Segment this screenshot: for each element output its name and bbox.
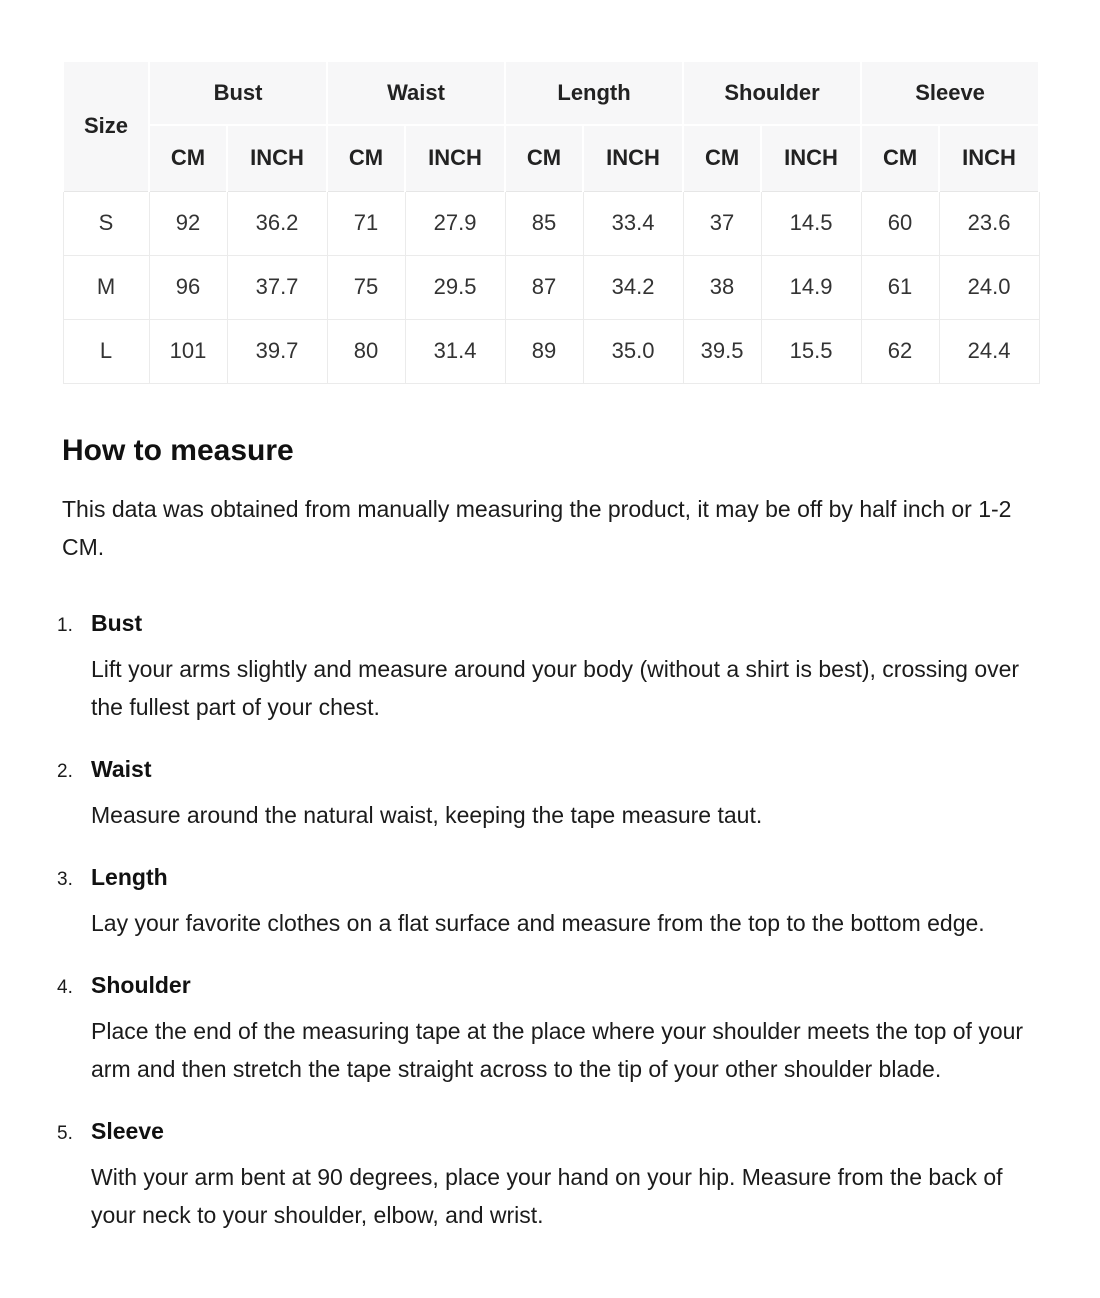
measurement-cell: 87 [505, 255, 583, 319]
step-number: 5. [57, 1122, 73, 1144]
table-corner-cell: Size [63, 61, 149, 191]
measurement-cell: 27.9 [405, 191, 505, 255]
size-cell: S [63, 191, 149, 255]
group-header-shoulder: Shoulder [683, 61, 861, 125]
table-unit-header-row [63, 125, 1039, 191]
measurement-cell: 61 [861, 255, 939, 319]
unit-header-cm: CM [861, 125, 939, 191]
table-row-size-m [63, 255, 1039, 319]
measurement-cell: 14.9 [761, 255, 861, 319]
group-header-sleeve: Sleeve [861, 61, 1039, 125]
step-body [91, 858, 1038, 960]
measure-step-length [57, 858, 1038, 960]
step-term: Bust [91, 609, 143, 636]
measurement-cell: 39.5 [683, 319, 761, 383]
measurement-cell: 24.0 [939, 255, 1039, 319]
unit-header-cm: CM [505, 125, 583, 191]
measurement-cell: 24.4 [939, 319, 1039, 383]
step-description: Lay your favorite clothes on a flat surface and measure from the top to the bottom edge. [91, 909, 985, 936]
measure-step-sleeve [57, 1112, 1038, 1252]
measurement-cell: 36.2 [227, 191, 327, 255]
unit-header-cm: CM [683, 125, 761, 191]
measurement-cell: 92 [149, 191, 227, 255]
measurement-cell: 14.5 [761, 191, 861, 255]
unit-header-cm: CM [149, 125, 227, 191]
step-body [91, 750, 1038, 852]
step-term: Waist [91, 755, 152, 782]
step-body [91, 1112, 1038, 1252]
unit-header-inch: INCH [761, 125, 861, 191]
measurement-cell: 60 [861, 191, 939, 255]
measurement-cell: 85 [505, 191, 583, 255]
measurement-cell: 34.2 [583, 255, 683, 319]
measurement-cell: 96 [149, 255, 227, 319]
step-number: 2. [57, 760, 73, 782]
measurement-cell: 33.4 [583, 191, 683, 255]
size-cell: M [63, 255, 149, 319]
table-row-size-l [63, 319, 1039, 383]
step-term: Sleeve [91, 1117, 164, 1144]
table-group-header-row [63, 61, 1039, 125]
group-header-bust: Bust [149, 61, 327, 125]
measurement-cell: 75 [327, 255, 405, 319]
measurement-cell: 29.5 [405, 255, 505, 319]
measurement-cell: 15.5 [761, 319, 861, 383]
size-cell: L [63, 319, 149, 383]
step-number: 3. [57, 868, 73, 890]
measure-step-shoulder [57, 966, 1038, 1106]
measurement-cell: 71 [327, 191, 405, 255]
measurement-cell: 62 [861, 319, 939, 383]
measurement-cell: 35.0 [583, 319, 683, 383]
unit-header-inch: INCH [227, 125, 327, 191]
step-number: 1. [57, 614, 73, 636]
measurement-cell: 37.7 [227, 255, 327, 319]
group-header-length: Length [505, 61, 683, 125]
section-title: How to measure [62, 433, 294, 467]
step-body [91, 604, 1038, 744]
step-description: Place the end of the measuring tape at the place where your shoulder meets the top of your arm and then stretch the tape straight across to the tip of your other shoulder blade. [91, 1017, 1024, 1082]
unit-header-inch: INCH [939, 125, 1039, 191]
measurement-cell: 89 [505, 319, 583, 383]
measurement-cell: 37 [683, 191, 761, 255]
step-description: Measure around the natural waist, keeping the tape measure taut. [91, 801, 763, 828]
measurement-cell: 39.7 [227, 319, 327, 383]
step-description: Lift your arms slightly and measure around your body (without a shirt is best), crossing over the fullest part of your chest. [91, 655, 1020, 720]
measure-steps-list [57, 604, 1038, 1252]
measurement-cell: 31.4 [405, 319, 505, 383]
unit-header-cm: CM [327, 125, 405, 191]
measure-step-waist [57, 750, 1038, 852]
table-row-size-s [63, 191, 1039, 255]
group-header-waist: Waist [327, 61, 505, 125]
measurement-cell: 80 [327, 319, 405, 383]
step-term: Length [91, 863, 168, 890]
measurement-cell: 23.6 [939, 191, 1039, 255]
intro-paragraph: This data was obtained from manually measuring the product, it may be off by half inch or 1-2 CM. [62, 495, 1012, 560]
step-term: Shoulder [91, 971, 191, 998]
size-chart-table [62, 60, 1040, 384]
measure-step-bust [57, 604, 1038, 744]
measurement-cell: 38 [683, 255, 761, 319]
step-number: 4. [57, 976, 73, 998]
unit-header-inch: INCH [583, 125, 683, 191]
unit-header-inch: INCH [405, 125, 505, 191]
step-description: With your arm bent at 90 degrees, place your hand on your hip. Measure from the back of your neck to your shoulder, elbow, and wrist. [91, 1163, 1003, 1228]
measurement-cell: 101 [149, 319, 227, 383]
step-body [91, 966, 1038, 1106]
